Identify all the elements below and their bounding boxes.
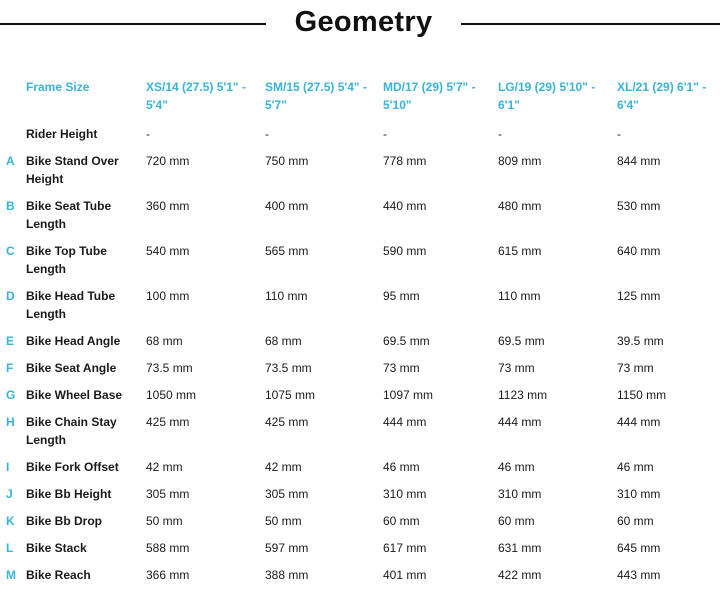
row-label: Bike Bb Height — [26, 487, 112, 501]
title-bar — [0, 0, 720, 50]
row-value: 631 mm — [498, 541, 542, 555]
row-value: 422 mm — [498, 568, 542, 582]
row-label: Bike Head Angle — [26, 334, 121, 348]
row-value: 50 mm — [146, 514, 183, 528]
row-letter: B — [6, 199, 15, 213]
row-value: 565 mm — [265, 244, 309, 258]
row-letter: C — [6, 244, 15, 258]
header-size-xl: XL/21 (29) 6'1" - 6'4" — [617, 80, 707, 112]
row-letter: J — [6, 487, 13, 501]
row-value: 480 mm — [498, 199, 542, 213]
row-letter: F — [6, 361, 14, 375]
row-value: - — [617, 127, 621, 141]
table-row — [0, 458, 720, 485]
table-row — [0, 512, 720, 539]
row-value: 310 mm — [498, 487, 542, 501]
row-letter: G — [6, 388, 16, 402]
row-letter: D — [6, 289, 15, 303]
row-letter: K — [6, 514, 15, 528]
geometry-table — [0, 75, 720, 593]
row-label: Bike Top Tube Length — [26, 244, 107, 276]
row-value: 720 mm — [146, 154, 190, 168]
row-value: 1050 mm — [146, 388, 197, 402]
row-value: 444 mm — [498, 415, 542, 429]
row-value: 640 mm — [617, 244, 661, 258]
table-row — [0, 485, 720, 512]
row-value: 68 mm — [265, 334, 302, 348]
row-value: - — [265, 127, 269, 141]
row-value: 46 mm — [617, 460, 654, 474]
row-value: 39.5 mm — [617, 334, 664, 348]
header-size-xs: XS/14 (27.5) 5'1" - 5'4" — [146, 80, 246, 112]
row-value: - — [146, 127, 150, 141]
row-value: 95 mm — [383, 289, 420, 303]
row-value: 615 mm — [498, 244, 542, 258]
row-letter: L — [6, 541, 14, 555]
row-value: 444 mm — [617, 415, 661, 429]
row-value: 60 mm — [617, 514, 654, 528]
header-size-md: MD/17 (29) 5'7" - 5'10" — [383, 80, 476, 112]
row-value: 110 mm — [265, 289, 308, 303]
table-row — [0, 332, 720, 359]
row-letter: A — [6, 154, 15, 168]
row-value: 440 mm — [383, 199, 427, 213]
row-value: 778 mm — [383, 154, 427, 168]
row-value: 46 mm — [498, 460, 535, 474]
row-value: 401 mm — [383, 568, 427, 582]
row-value: 1097 mm — [383, 388, 434, 402]
row-value: 73 mm — [498, 361, 535, 375]
row-value: 645 mm — [617, 541, 661, 555]
row-value: 540 mm — [146, 244, 190, 258]
row-value: 425 mm — [265, 415, 309, 429]
row-value: 443 mm — [617, 568, 661, 582]
row-value: 68 mm — [146, 334, 183, 348]
row-label: Bike Seat Angle — [26, 361, 117, 375]
row-value: 530 mm — [617, 199, 661, 213]
row-value: 73 mm — [617, 361, 654, 375]
row-value: 69.5 mm — [498, 334, 545, 348]
row-value: 100 mm — [146, 289, 190, 303]
row-value: 50 mm — [265, 514, 302, 528]
table-row — [0, 287, 720, 332]
table-row — [0, 539, 720, 566]
table-row — [0, 386, 720, 413]
row-label: Bike Fork Offset — [26, 460, 119, 474]
row-value: 400 mm — [265, 199, 309, 213]
table-row — [0, 152, 720, 197]
row-letter: E — [6, 334, 15, 348]
row-value: - — [498, 127, 502, 141]
row-value: 444 mm — [383, 415, 427, 429]
row-value: 1075 mm — [265, 388, 316, 402]
table-row — [0, 197, 720, 242]
row-label: Bike Stand Over Height — [26, 154, 119, 186]
row-value: 42 mm — [146, 460, 183, 474]
row-value: 305 mm — [146, 487, 190, 501]
row-label: Bike Head Tube Length — [26, 289, 116, 321]
row-value: 125 mm — [617, 289, 661, 303]
row-value: 809 mm — [498, 154, 542, 168]
row-value: 360 mm — [146, 199, 190, 213]
row-label: Bike Seat Tube Length — [26, 199, 112, 231]
row-value: 844 mm — [617, 154, 661, 168]
row-value: 73.5 mm — [146, 361, 193, 375]
row-value: 46 mm — [383, 460, 420, 474]
row-value: - — [383, 127, 387, 141]
row-value: 69.5 mm — [383, 334, 430, 348]
page-title: Geometry — [294, 6, 433, 38]
row-letter: H — [6, 415, 15, 429]
header-size-sm: SM/15 (27.5) 5'4" - 5'7" — [265, 80, 367, 112]
row-value: 60 mm — [498, 514, 535, 528]
row-value: 310 mm — [383, 487, 427, 501]
row-value: 388 mm — [265, 568, 309, 582]
header-size-lg: LG/19 (29) 5'10" - 6'1" — [498, 80, 596, 112]
row-value: 590 mm — [383, 244, 427, 258]
row-value: 73 mm — [383, 361, 420, 375]
row-value: 750 mm — [265, 154, 309, 168]
table-row — [0, 125, 720, 152]
row-letter — [0, 125, 26, 152]
row-letter: I — [6, 460, 10, 474]
row-label: Rider Height — [26, 127, 98, 141]
row-value: 310 mm — [617, 487, 661, 501]
row-value: 42 mm — [265, 460, 302, 474]
row-value: 366 mm — [146, 568, 190, 582]
table-header-row — [0, 75, 720, 125]
row-value: 1123 mm — [498, 388, 548, 402]
row-value: 60 mm — [383, 514, 420, 528]
row-value: 305 mm — [265, 487, 309, 501]
table-row — [0, 359, 720, 386]
row-value: 1150 mm — [617, 388, 667, 402]
table-row — [0, 413, 720, 458]
row-value: 425 mm — [146, 415, 190, 429]
row-value: 597 mm — [265, 541, 309, 555]
row-label: Bike Wheel Base — [26, 388, 123, 402]
table-row — [0, 242, 720, 287]
row-label: Bike Stack — [26, 541, 87, 555]
header-frame-size: Frame Size — [26, 80, 90, 94]
row-label: Bike Chain Stay Length — [26, 415, 117, 447]
title-rule-right — [461, 23, 720, 25]
row-value: 110 mm — [498, 289, 541, 303]
row-value: 588 mm — [146, 541, 190, 555]
row-letter: M — [6, 568, 16, 582]
title-rule-left — [0, 23, 266, 25]
row-value: 617 mm — [383, 541, 427, 555]
header-letter-cell — [0, 75, 26, 125]
row-label: Bike Bb Drop — [26, 514, 103, 528]
row-label: Bike Reach — [26, 568, 91, 582]
row-value: 73.5 mm — [265, 361, 312, 375]
